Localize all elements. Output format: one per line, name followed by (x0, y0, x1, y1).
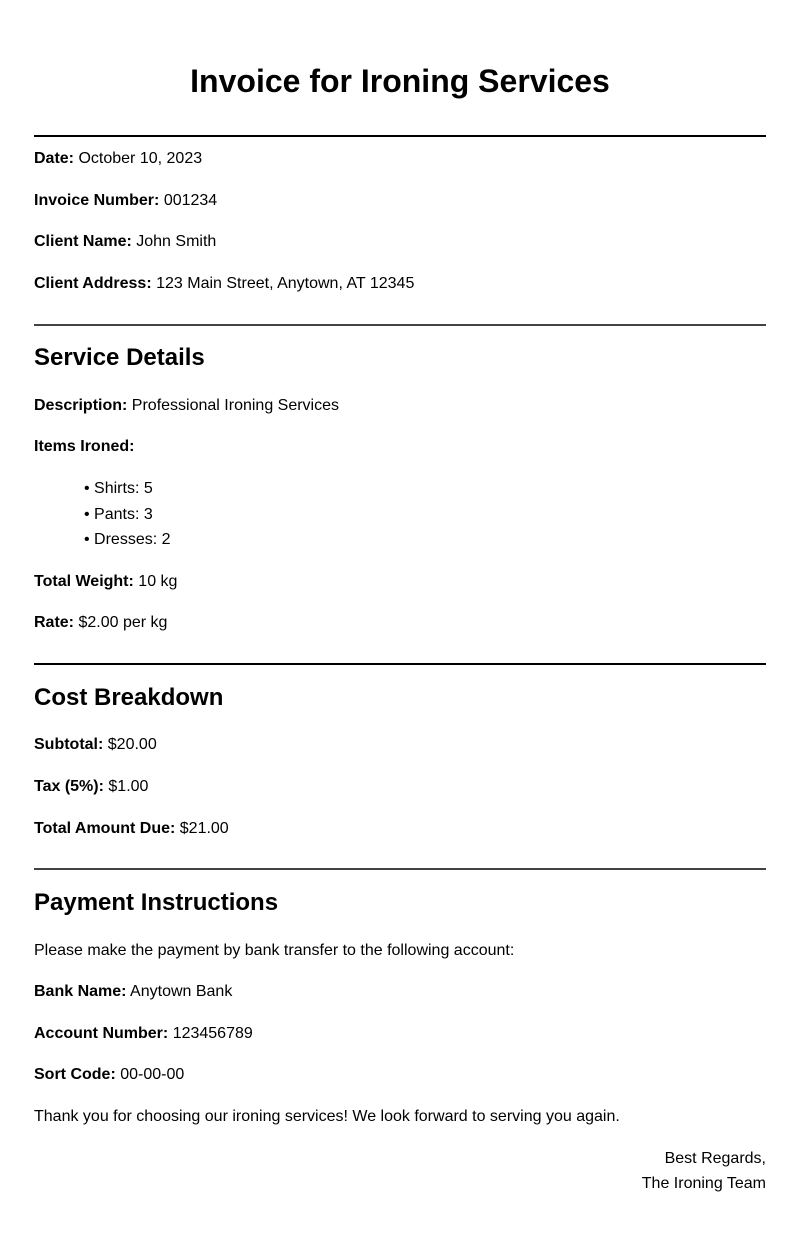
subtotal-value: $20.00 (107, 736, 157, 753)
tax-value: $1.00 (108, 778, 149, 795)
total-weight-label: Total Weight: (34, 573, 134, 590)
list-item: • Shirts: 5 (84, 480, 153, 497)
date-value: October 10, 2023 (78, 150, 203, 167)
date-label: Date: (34, 150, 75, 167)
signature-team: The Ironing Team (641, 1175, 766, 1192)
signature-closing: Best Regards, (664, 1150, 766, 1167)
subtotal-line (34, 735, 157, 755)
service-details-heading: Service Details (34, 344, 205, 371)
description-value: Professional Ironing Services (131, 397, 340, 414)
tax-label: Tax (5%): (34, 778, 104, 795)
rate-line (34, 613, 167, 633)
payment-intro: Please make the payment by bank transfer to the following account: (34, 942, 515, 959)
total-due-value: $21.00 (179, 820, 229, 837)
bank-name-label: Bank Name: (34, 983, 127, 1000)
thank-you-note: Thank you for choosing our ironing services! We look forward to serving you again. (34, 1108, 620, 1125)
description-line (34, 396, 339, 416)
payment-instructions-heading: Payment Instructions (34, 889, 279, 916)
subtotal-label: Subtotal: (34, 736, 104, 753)
sort-code-label: Sort Code: (34, 1066, 116, 1083)
total-weight-value: 10 kg (138, 573, 178, 590)
sort-code-value: 00-00-00 (120, 1066, 185, 1083)
tax-line (34, 777, 148, 797)
rate-value: $2.00 per kg (78, 614, 168, 631)
divider-after-service (34, 663, 766, 665)
list-item: • Pants: 3 (84, 506, 153, 523)
invoice-title: Invoice for Ironing Services (190, 63, 610, 99)
rate-label: Rate: (34, 614, 75, 631)
list-item: • Dresses: 2 (84, 531, 171, 548)
cost-breakdown-heading: Cost Breakdown (34, 684, 224, 711)
invoice-number-label: Invoice Number: (34, 192, 160, 209)
divider-top (34, 135, 766, 137)
account-number-line (34, 1024, 253, 1044)
bank-name-line (34, 982, 232, 1002)
account-number-label: Account Number: (34, 1025, 169, 1042)
client-address-value: 123 Main Street, Anytown, AT 12345 (156, 275, 415, 292)
client-name-value: John Smith (136, 233, 217, 250)
total-due-line (34, 819, 229, 839)
items-ironed-line (34, 437, 134, 457)
account-number-value: 123456789 (172, 1025, 253, 1042)
invoice-number-value: 001234 (163, 192, 218, 209)
items-ironed-label: Items Ironed: (34, 438, 135, 455)
bank-name-value: Anytown Bank (130, 983, 233, 1000)
invoice-number-line (34, 191, 217, 211)
client-address-label: Client Address: (34, 275, 152, 292)
client-name-label: Client Name: (34, 233, 132, 250)
divider-after-cost (34, 868, 766, 870)
total-weight-line (34, 572, 177, 592)
client-address-line (34, 274, 414, 294)
client-name-line (34, 232, 216, 252)
total-due-label: Total Amount Due: (34, 820, 176, 837)
divider-after-client (34, 324, 766, 326)
date-line (34, 149, 202, 169)
description-label: Description: (34, 397, 128, 414)
sort-code-line (34, 1065, 184, 1085)
